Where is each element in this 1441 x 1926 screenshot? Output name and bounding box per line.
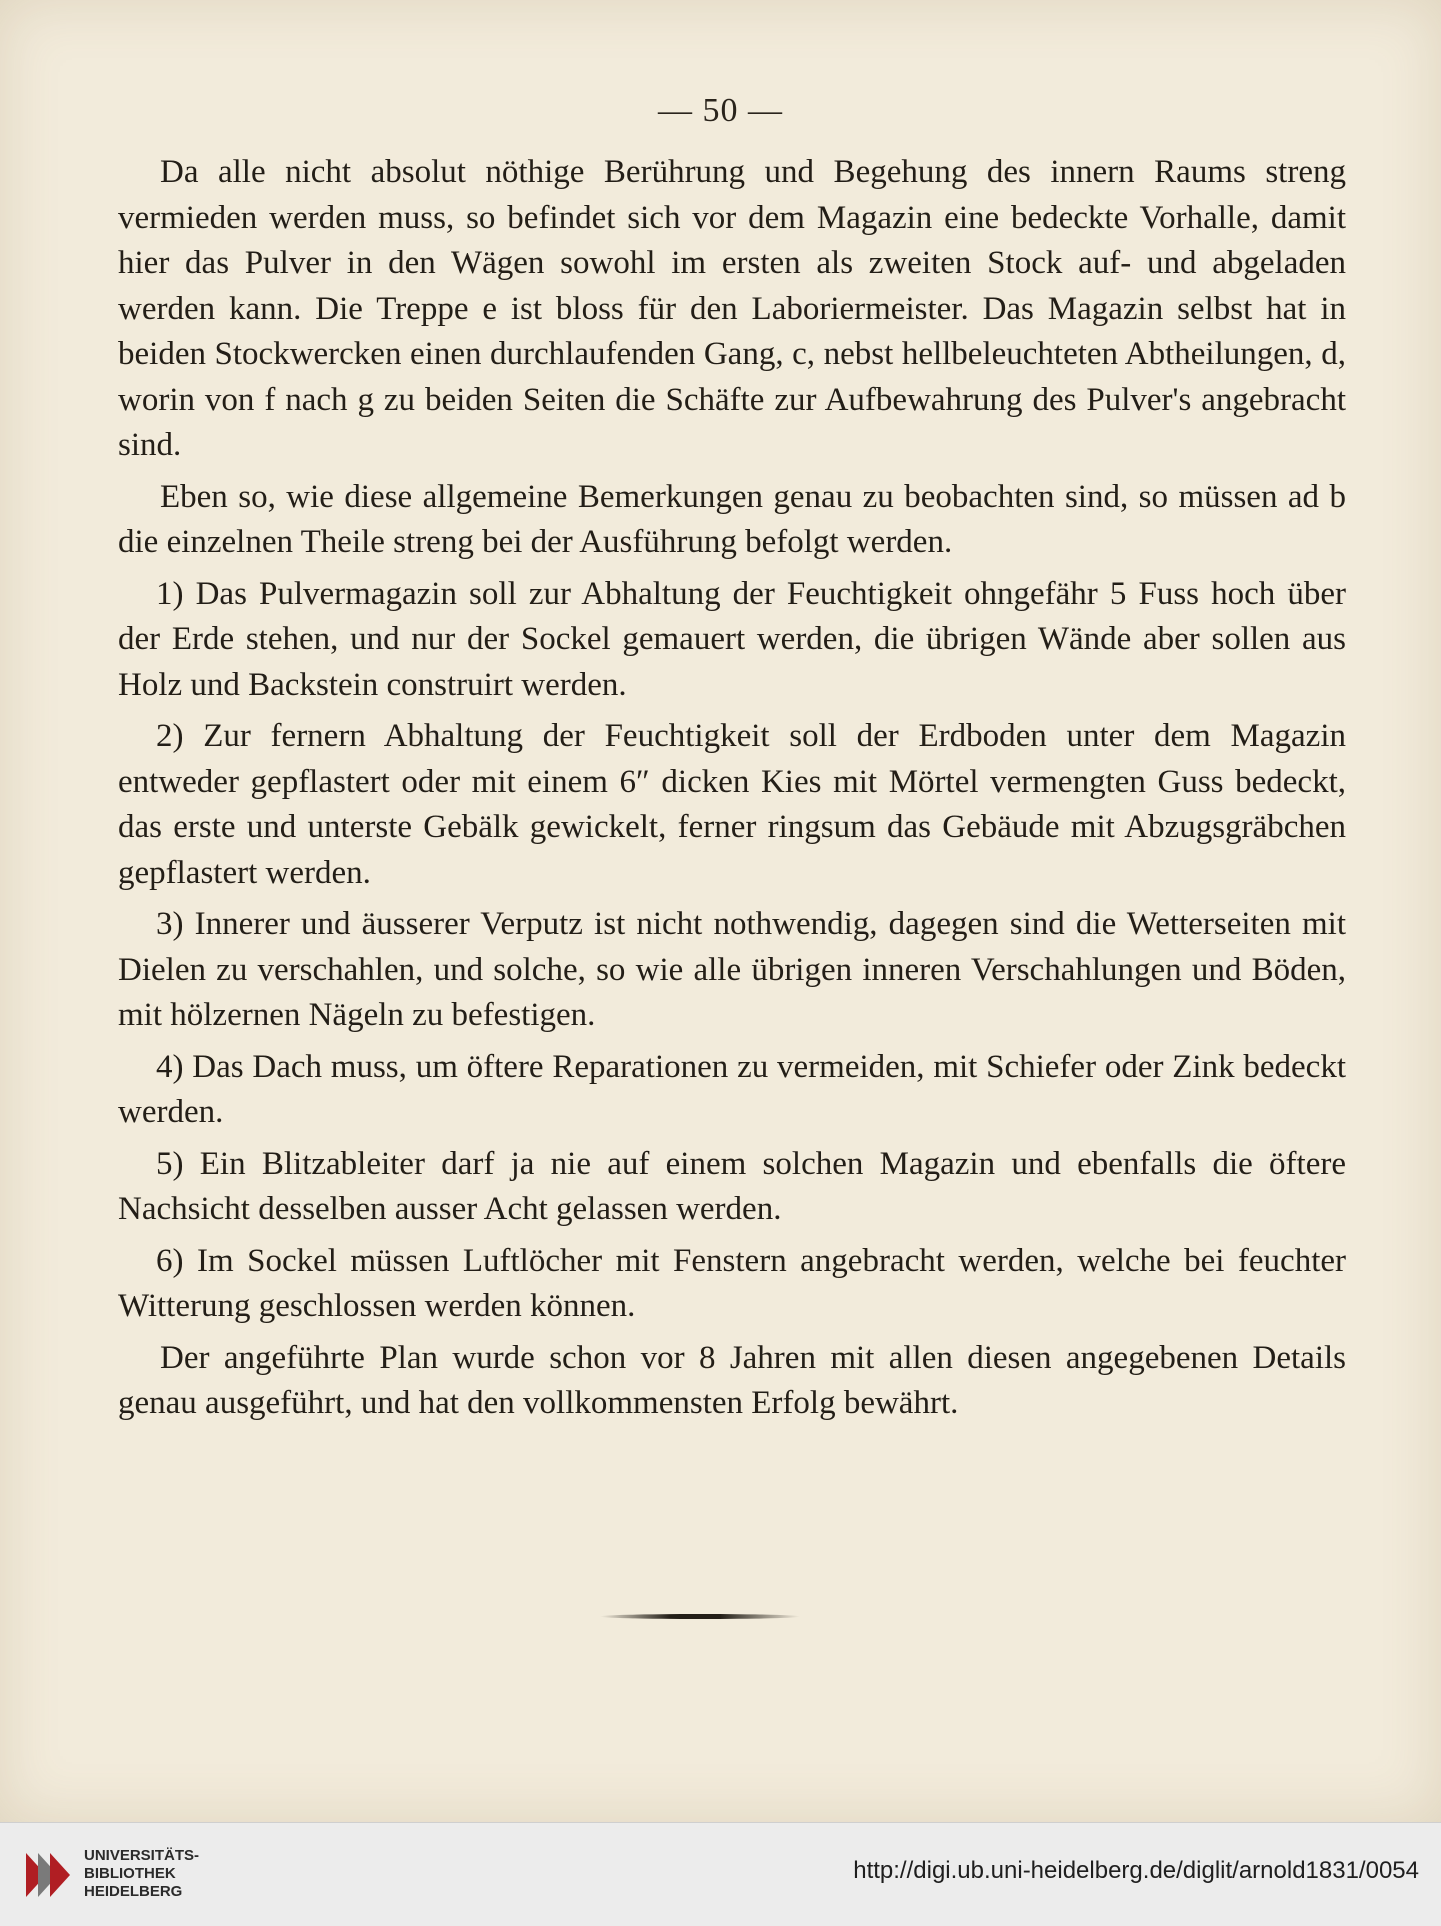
list-item: 5) Ein Blitzableiter darf ja nie auf einem solchen Magazin und ebenfalls die öftere Nachsicht desselben ausser Acht gelassen werden. [118,1145,1346,1227]
paragraph: Der angeführte Plan wurde schon vor 8 Jahren mit allen diesen angegebenen Details genau ausgeführt, und hat den vollkommensten Erfolg bewährt. [118,1339,1346,1421]
page-number: — 50 — [658,92,783,129]
paragraph: Da alle nicht absolut nöthige Berührung und Begehung des innern Raums streng vermieden werden muss, so befindet sich vor dem Magazin eine bedeckte Vorhalle, damit hier das Pulver in den Wägen sowohl im ersten als zweiten Stock auf- und abgeladen werden kann. Die Treppe e ist bloss für den Laboriermeister. Das Magazin selbst hat in beiden Stockwercken einen durchlaufenden Gang, c, nebst hellbeleuchteten Abtheilungen, d, worin von f nach g zu beiden Seiten die Schäfte zur Aufbewahrung des Pulver's angebracht sind. [118,154,1346,463]
library-name-line: HEIDELBERG [84,1883,183,1900]
library-name [84,1847,199,1901]
university-library-logo[interactable] [24,1847,74,1903]
end-rule-divider [600,1614,800,1619]
list-item: 2) Zur fernern Abhaltung der Feuchtigkeit soll der Erdboden unter dem Magazin entweder gepflastert oder mit einem 6″ dicken Kies mit Mörtel vermengten Guss bedeckt, das erste und unterste Gebälk gewickelt, ferner ringsum das Gebäude mit Abzugsgräbchen gepflastert werden. [118,718,1346,891]
list-item: 3) Innerer und äusserer Verputz ist nicht nothwendig, dagegen sind die Wetterseiten mit Dielen zu verschahlen, und solche, so wie alle übrigen inneren Verschahlungen und Böden, mit hölzernen Nägeln zu befestigen. [118,906,1346,1033]
list-item: 6) Im Sockel müssen Luftlöcher mit Fenstern angebracht werden, welche bei feuchter Witterung geschlossen werden können. [118,1242,1346,1324]
paragraph: Eben so, wie diese allgemeine Bemerkungen genau zu beobachten sind, so müssen ad b die einzelnen Theile streng bei der Ausführung befolgt werden. [118,478,1346,560]
library-name-line: UNIVERSITÄTS- [84,1847,200,1864]
list-item: 4) Das Dach muss, um öftere Reparationen zu vermeiden, mit Schiefer oder Zink bedeckt werden. [118,1048,1346,1130]
body-text [118,150,1346,1427]
library-name-line: BIBLIOTHEK [84,1865,176,1882]
source-url-link[interactable]: http://digi.ub.uni-heidelberg.de/diglit/arnold1831/0054 [853,1857,1419,1884]
list-item: 1) Das Pulvermagazin soll zur Abhaltung der Feuchtigkeit ohngefähr 5 Fuss hoch über der Erde stehen, und nur der Sockel gemauert werden, die übrigen Wände aber sollen aus Holz und Backstein construirt werden. [118,575,1346,703]
viewer-footer [0,1822,1441,1926]
